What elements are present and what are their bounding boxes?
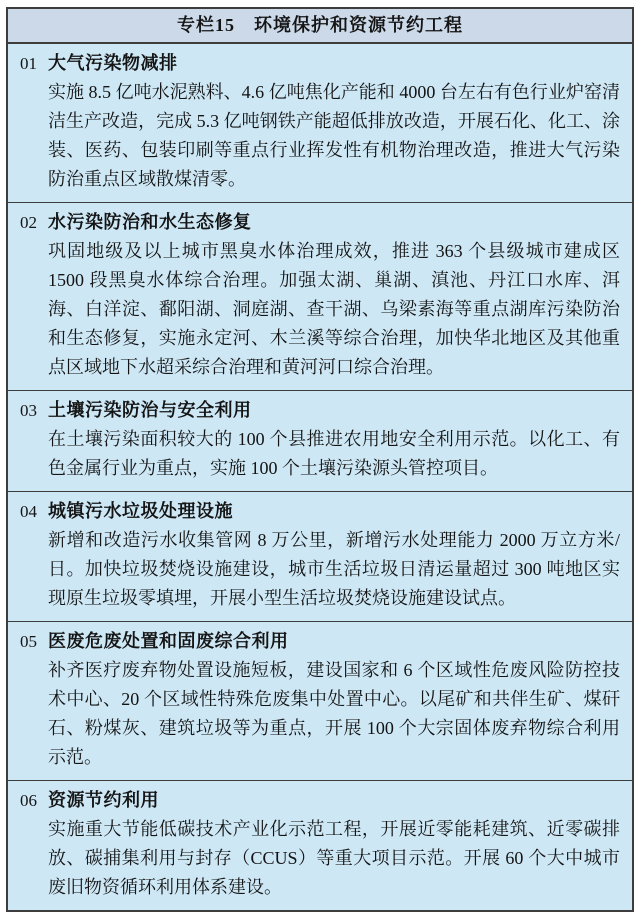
box-header-title: 专栏15 环境保护和资源节约工程 [8, 9, 632, 44]
section-title: 土壤污染防治与安全利用 [48, 400, 252, 420]
section-number: 03 [20, 401, 37, 420]
section-number: 06 [20, 791, 37, 810]
section-body-text: 实施重大节能低碳技术产业化示范工程，开展近零能耗建筑、近零碳排放、碳捕集利用与封存（CCUS）等重大项目示范。开展 60 个大中城市废旧物资循环利用体系建设。 [48, 819, 620, 897]
section-row [8, 781, 632, 910]
section-number: 01 [20, 54, 37, 73]
section-title: 资源节约利用 [48, 790, 159, 810]
section-title: 大气污染物减排 [48, 53, 178, 73]
section-row [8, 492, 632, 622]
section-heading [20, 396, 620, 425]
section-row [8, 391, 632, 492]
section-heading [20, 49, 620, 78]
section-number: 05 [20, 632, 37, 651]
section-row [8, 44, 632, 203]
section-body-text: 在土壤污染面积较大的 100 个县推进农用地安全利用示范。以化工、有色金属行业为重点，实施 100 个土壤污染源头管控项目。 [48, 429, 620, 478]
section-title: 水污染防治和水生态修复 [48, 212, 252, 232]
section-heading [20, 786, 620, 815]
section-row [8, 203, 632, 391]
section-heading [20, 497, 620, 526]
special-column-box [6, 7, 634, 912]
section-title: 医废危废处置和固废综合利用 [48, 631, 289, 651]
section-body-text: 巩固地级及以上城市黑臭水体治理成效，推进 363 个县级城市建成区 1500 段黑臭水体综合治理。加强太湖、巢湖、滇池、丹江口水库、洱海、白洋淀、鄱阳湖、洞庭湖、查干湖、乌梁素海等重点湖库污染防治和生态修复，实施永定河、木兰溪等综合治理，加快华北地区及其他重点区域地下水超采综合治理和黄河河口综合治理。 [48, 241, 620, 377]
sections [8, 44, 632, 910]
section-number: 04 [20, 502, 37, 521]
section-heading [20, 627, 620, 656]
section-title: 城镇污水垃圾处理设施 [48, 501, 233, 521]
section-heading [20, 208, 620, 237]
section-row [8, 622, 632, 781]
section-body-text: 实施 8.5 亿吨水泥熟料、4.6 亿吨焦化产能和 4000 台左右有色行业炉窑清洁生产改造，完成 5.3 亿吨钢铁产能超低排放改造，开展石化、化工、涂装、医药、包装印刷等重点行业挥发性有机物治理改造，推进大气污染防治重点区域散煤清零。 [48, 82, 620, 189]
section-number: 02 [20, 213, 37, 232]
section-body-text: 新增和改造污水收集管网 8 万公里，新增污水处理能力 2000 万立方米/日。加快垃圾焚烧设施建设，城市生活垃圾日清运量超过 300 吨地区实现原生垃圾零填埋，开展小型生活垃圾焚烧设施建设试点。 [48, 530, 620, 608]
section-body-text: 补齐医疗废弃物处置设施短板，建设国家和 6 个区域性危废风险防控技术中心、20 个区域性特殊危废集中处置中心。以尾矿和共伴生矿、煤矸石、粉煤灰、建筑垃圾等为重点，开展 100 个大宗固体废弃物综合利用示范。 [48, 660, 620, 767]
